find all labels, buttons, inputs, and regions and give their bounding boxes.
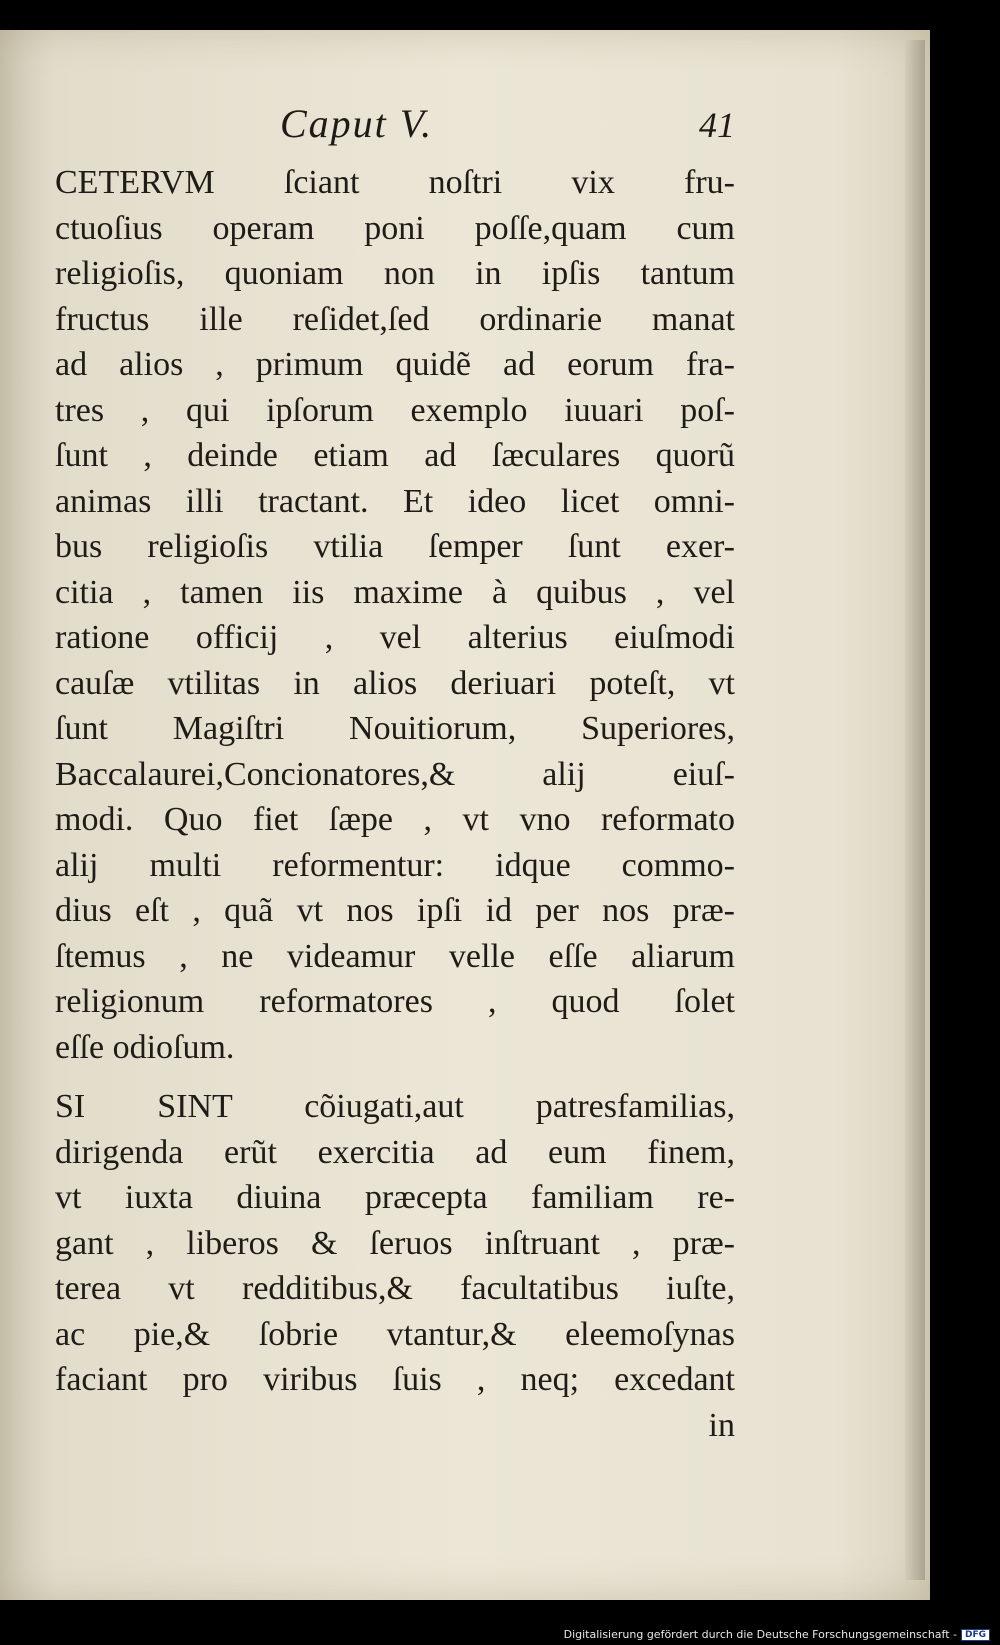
text-line: ctuoſius operam poni poſſe,quam cum (55, 209, 735, 247)
text-line: dirigenda erũt exercitia ad eum finem, (55, 1133, 735, 1171)
text-line: fructus ille reſidet,ſed ordinarie manat (55, 300, 735, 338)
paragraph-2 (55, 1084, 735, 1403)
text-line: Baccalaurei,Concionatores,& alij eiuſ- (55, 755, 735, 793)
text-line: vt iuxta diuina præcepta familiam re- (55, 1179, 735, 1216)
text-line: ſunt Magiſtri Nouitiorum, Superiores, (55, 710, 735, 747)
text-line: alij multi reformentur: idque commo- (55, 846, 735, 884)
text-line: ſunt , deinde etiam ad ſæculares quorũ (55, 437, 735, 474)
page-number: 41 (699, 105, 735, 145)
page-edge (905, 40, 925, 1580)
text-line: ratione officij , vel alterius eiuſmodi (55, 619, 735, 656)
credit-text: Digitalisierung gefördert durch die Deutsche Forschungsgemeinschaft - (563, 1628, 957, 1641)
text-block (55, 160, 735, 1448)
text-line: dius eſt , quã vt nos ipſi id per nos præ- (55, 892, 735, 929)
paragraph-1 (55, 160, 735, 1070)
text-line: terea vt redditibus,& facultatibus iuſte, (55, 1270, 735, 1307)
text-line: citia , tamen iis maxime à quibus , vel (55, 573, 735, 611)
text-line: religioſis, quoniam non in ipſis tantum (55, 255, 735, 292)
text-line: ſtemus , ne videamur velle eſſe aliarum (55, 937, 735, 975)
text-line: eſſe odioſum. (55, 1028, 235, 1066)
running-head (55, 100, 735, 150)
text-line: SI SINT cõiugati,aut patresfamilias, (55, 1088, 735, 1125)
catchword: in (708, 1406, 735, 1444)
dfg-logo: DFG (961, 1629, 990, 1641)
running-title: Caput V. (280, 101, 434, 146)
text-line: tres , qui ipſorum exemplo iuuari poſ- (55, 391, 735, 429)
text-line: gant , liberos & ſeruos inſtruant , præ- (55, 1224, 735, 1262)
text-line: bus religioſis vtilia ſemper ſunt exer- (55, 528, 735, 565)
text-line: animas illi tractant. Et ideo licet omni- (55, 482, 735, 520)
text-line: CETERVM ſciant noſtri vix fru- (55, 164, 735, 201)
text-line: religionum reformatores , quod ſolet (55, 983, 735, 1020)
text-line: faciant pro viribus ſuis , neq; excedant (55, 1361, 735, 1398)
text-line: modi. Quo fiet ſæpe , vt vno reformato (55, 801, 735, 838)
digitization-credit (564, 1628, 990, 1641)
text-line: cauſæ vtilitas in alios deriuari poteſt, vt (55, 664, 735, 702)
text-line: ad alios , primum quidẽ ad eorum fra- (55, 346, 735, 383)
paragraph-gap (55, 1070, 735, 1084)
text-line: ac pie,& ſobrie vtantur,& eleemoſynas (55, 1315, 735, 1353)
